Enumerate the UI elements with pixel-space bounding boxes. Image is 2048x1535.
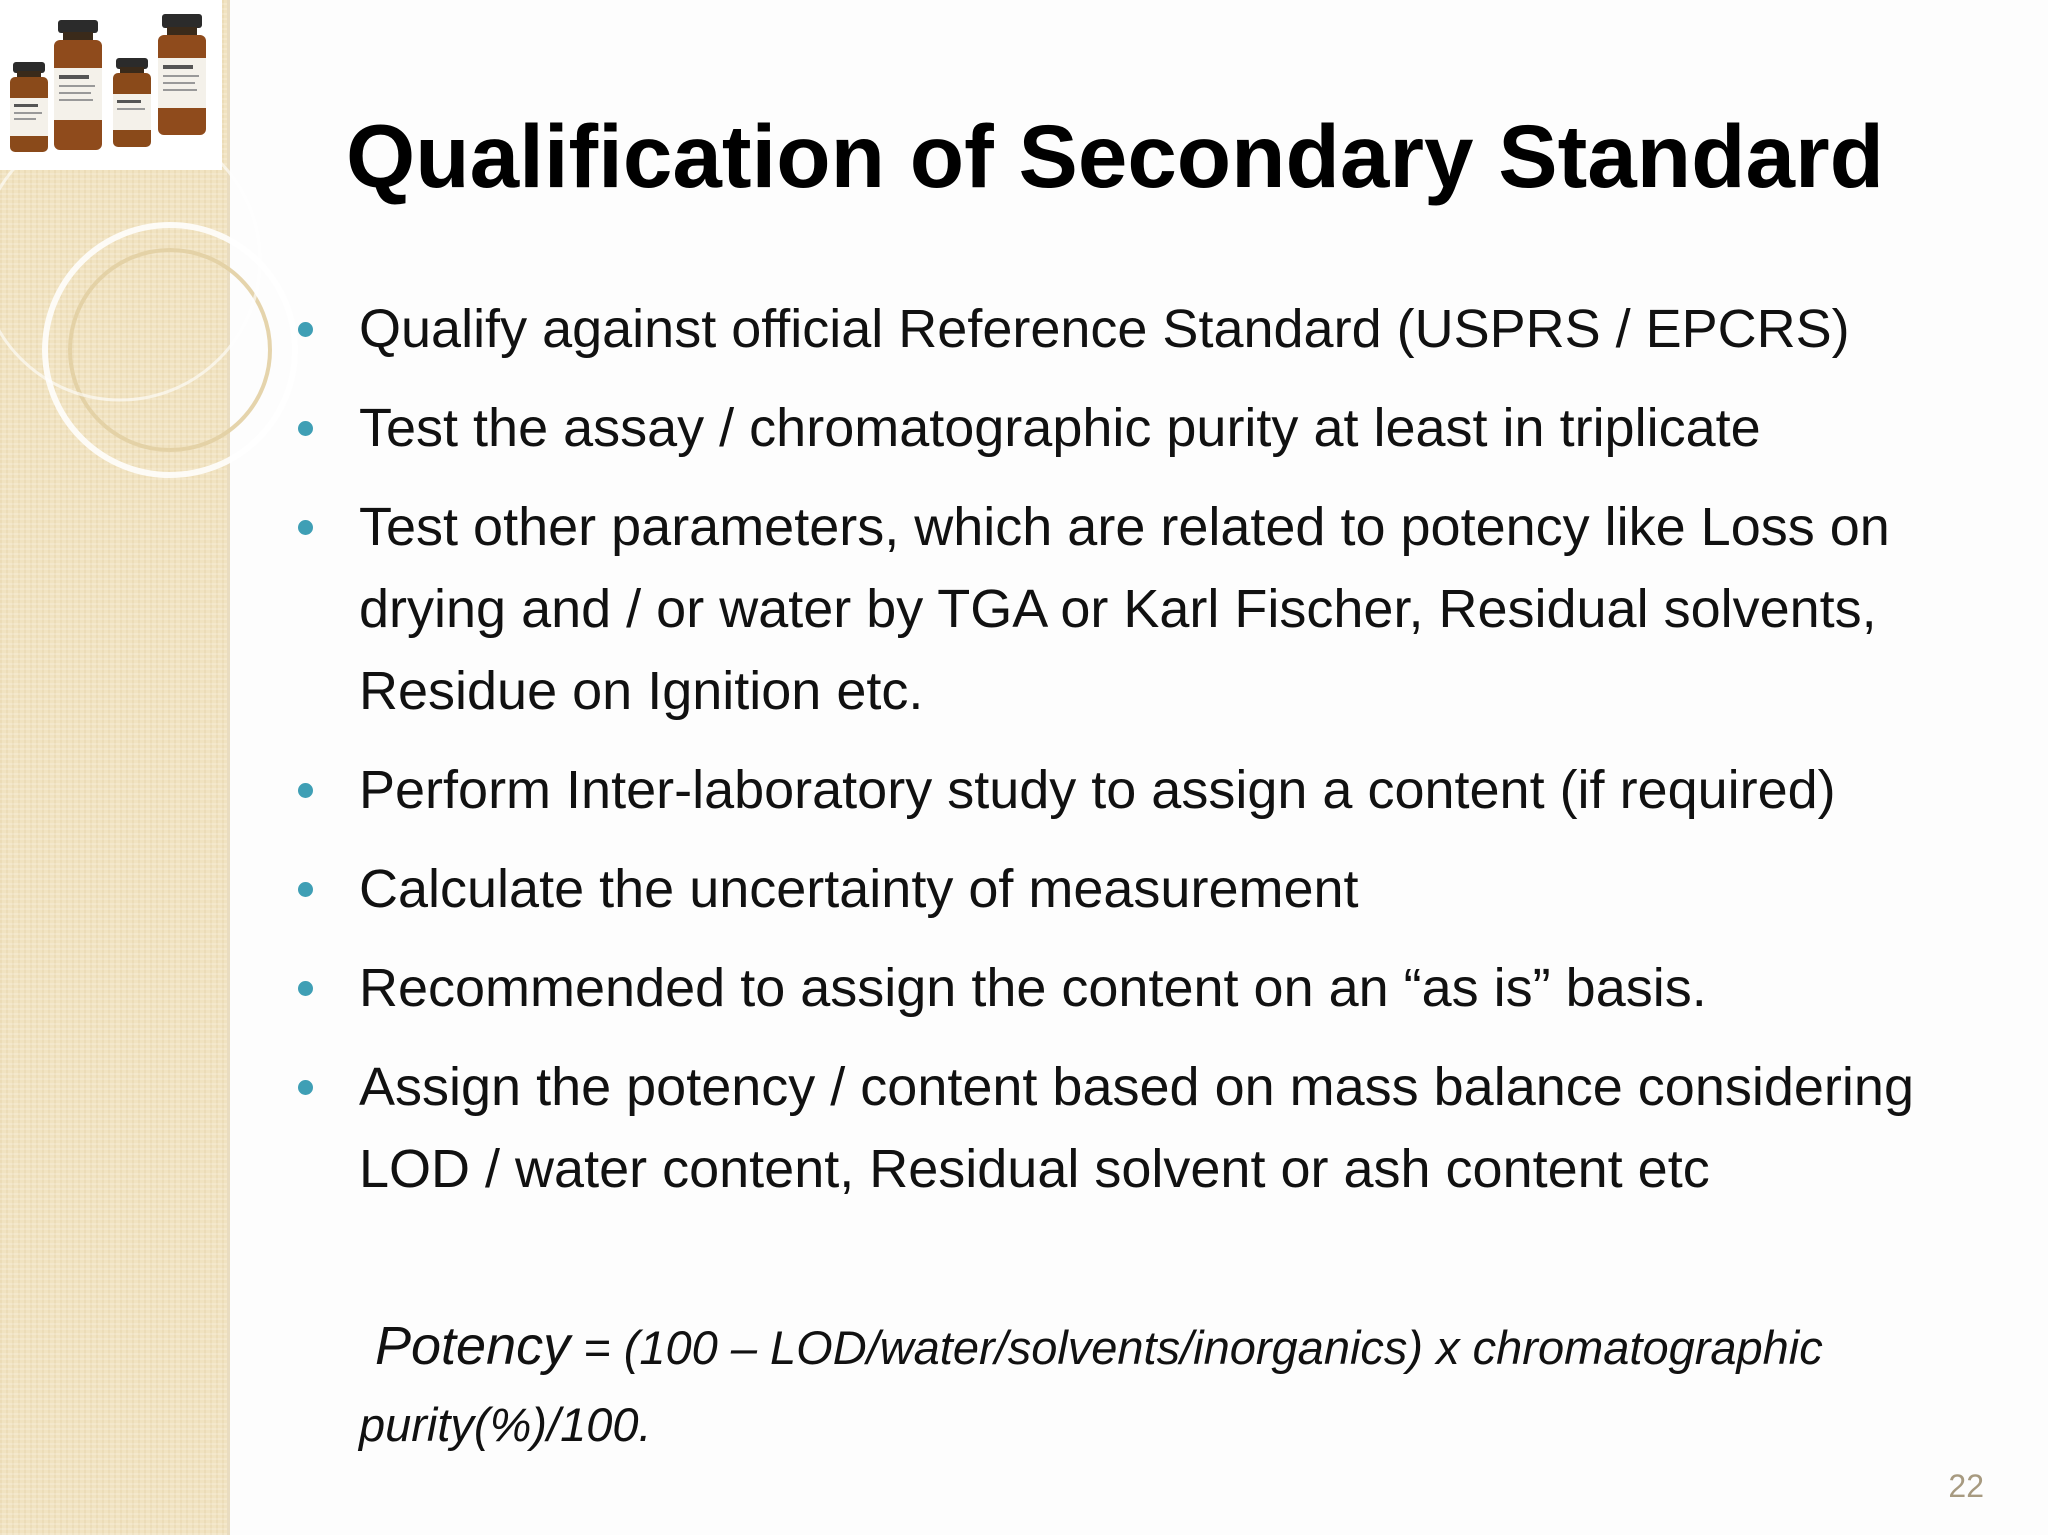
bullet-item <box>298 947 1998 1029</box>
bullet-text: Calculate the uncertainty of measurement <box>359 859 1359 919</box>
bullet-dot-icon <box>298 421 313 436</box>
page-number: 22 <box>1948 1468 1984 1504</box>
slide-title: Qualification of Secondary Standard <box>346 106 1884 206</box>
bullet-dot-icon <box>298 783 313 798</box>
bullet-dot-icon <box>298 981 313 996</box>
formula-expression: = (100 – LOD/water/solvents/inorganics) x chromatographic purity(%)/100. <box>359 1321 1823 1451</box>
bullet-text: Test the assay / chromatographic purity at least in triplicate <box>359 398 1761 458</box>
reference-standard-vials-image <box>0 0 222 170</box>
bullet-item <box>298 387 1998 469</box>
bullet-dot-icon <box>298 1080 313 1095</box>
bullet-item <box>298 288 1998 370</box>
bullet-dot-icon <box>298 882 313 897</box>
bullet-dot-icon <box>298 520 313 535</box>
bullet-item <box>298 749 1998 831</box>
bullet-dot-icon <box>298 322 313 337</box>
potency-formula <box>359 1308 1999 1463</box>
bullet-text: Recommended to assign the content on an “as is” basis. <box>359 958 1707 1018</box>
formula-term: Potency <box>375 1316 571 1376</box>
bullet-item <box>298 1046 1998 1210</box>
bullet-text: Test other parameters, which are related to potency like Loss on drying and / or water by TGA or Karl Fischer, Residual solvents, Residue on Ignition etc. <box>359 497 1890 721</box>
bullet-text: Assign the potency / content based on mass balance considering LOD / water content, Residual solvent or ash content etc <box>359 1057 1914 1199</box>
bullet-text: Qualify against official Reference Standard (USPRS / EPCRS) <box>359 299 1850 359</box>
bullet-text: Perform Inter-laboratory study to assign a content (if required) <box>359 760 1836 820</box>
bullet-list <box>298 288 1998 1227</box>
bullet-item <box>298 848 1998 930</box>
bullet-item <box>298 486 1998 732</box>
